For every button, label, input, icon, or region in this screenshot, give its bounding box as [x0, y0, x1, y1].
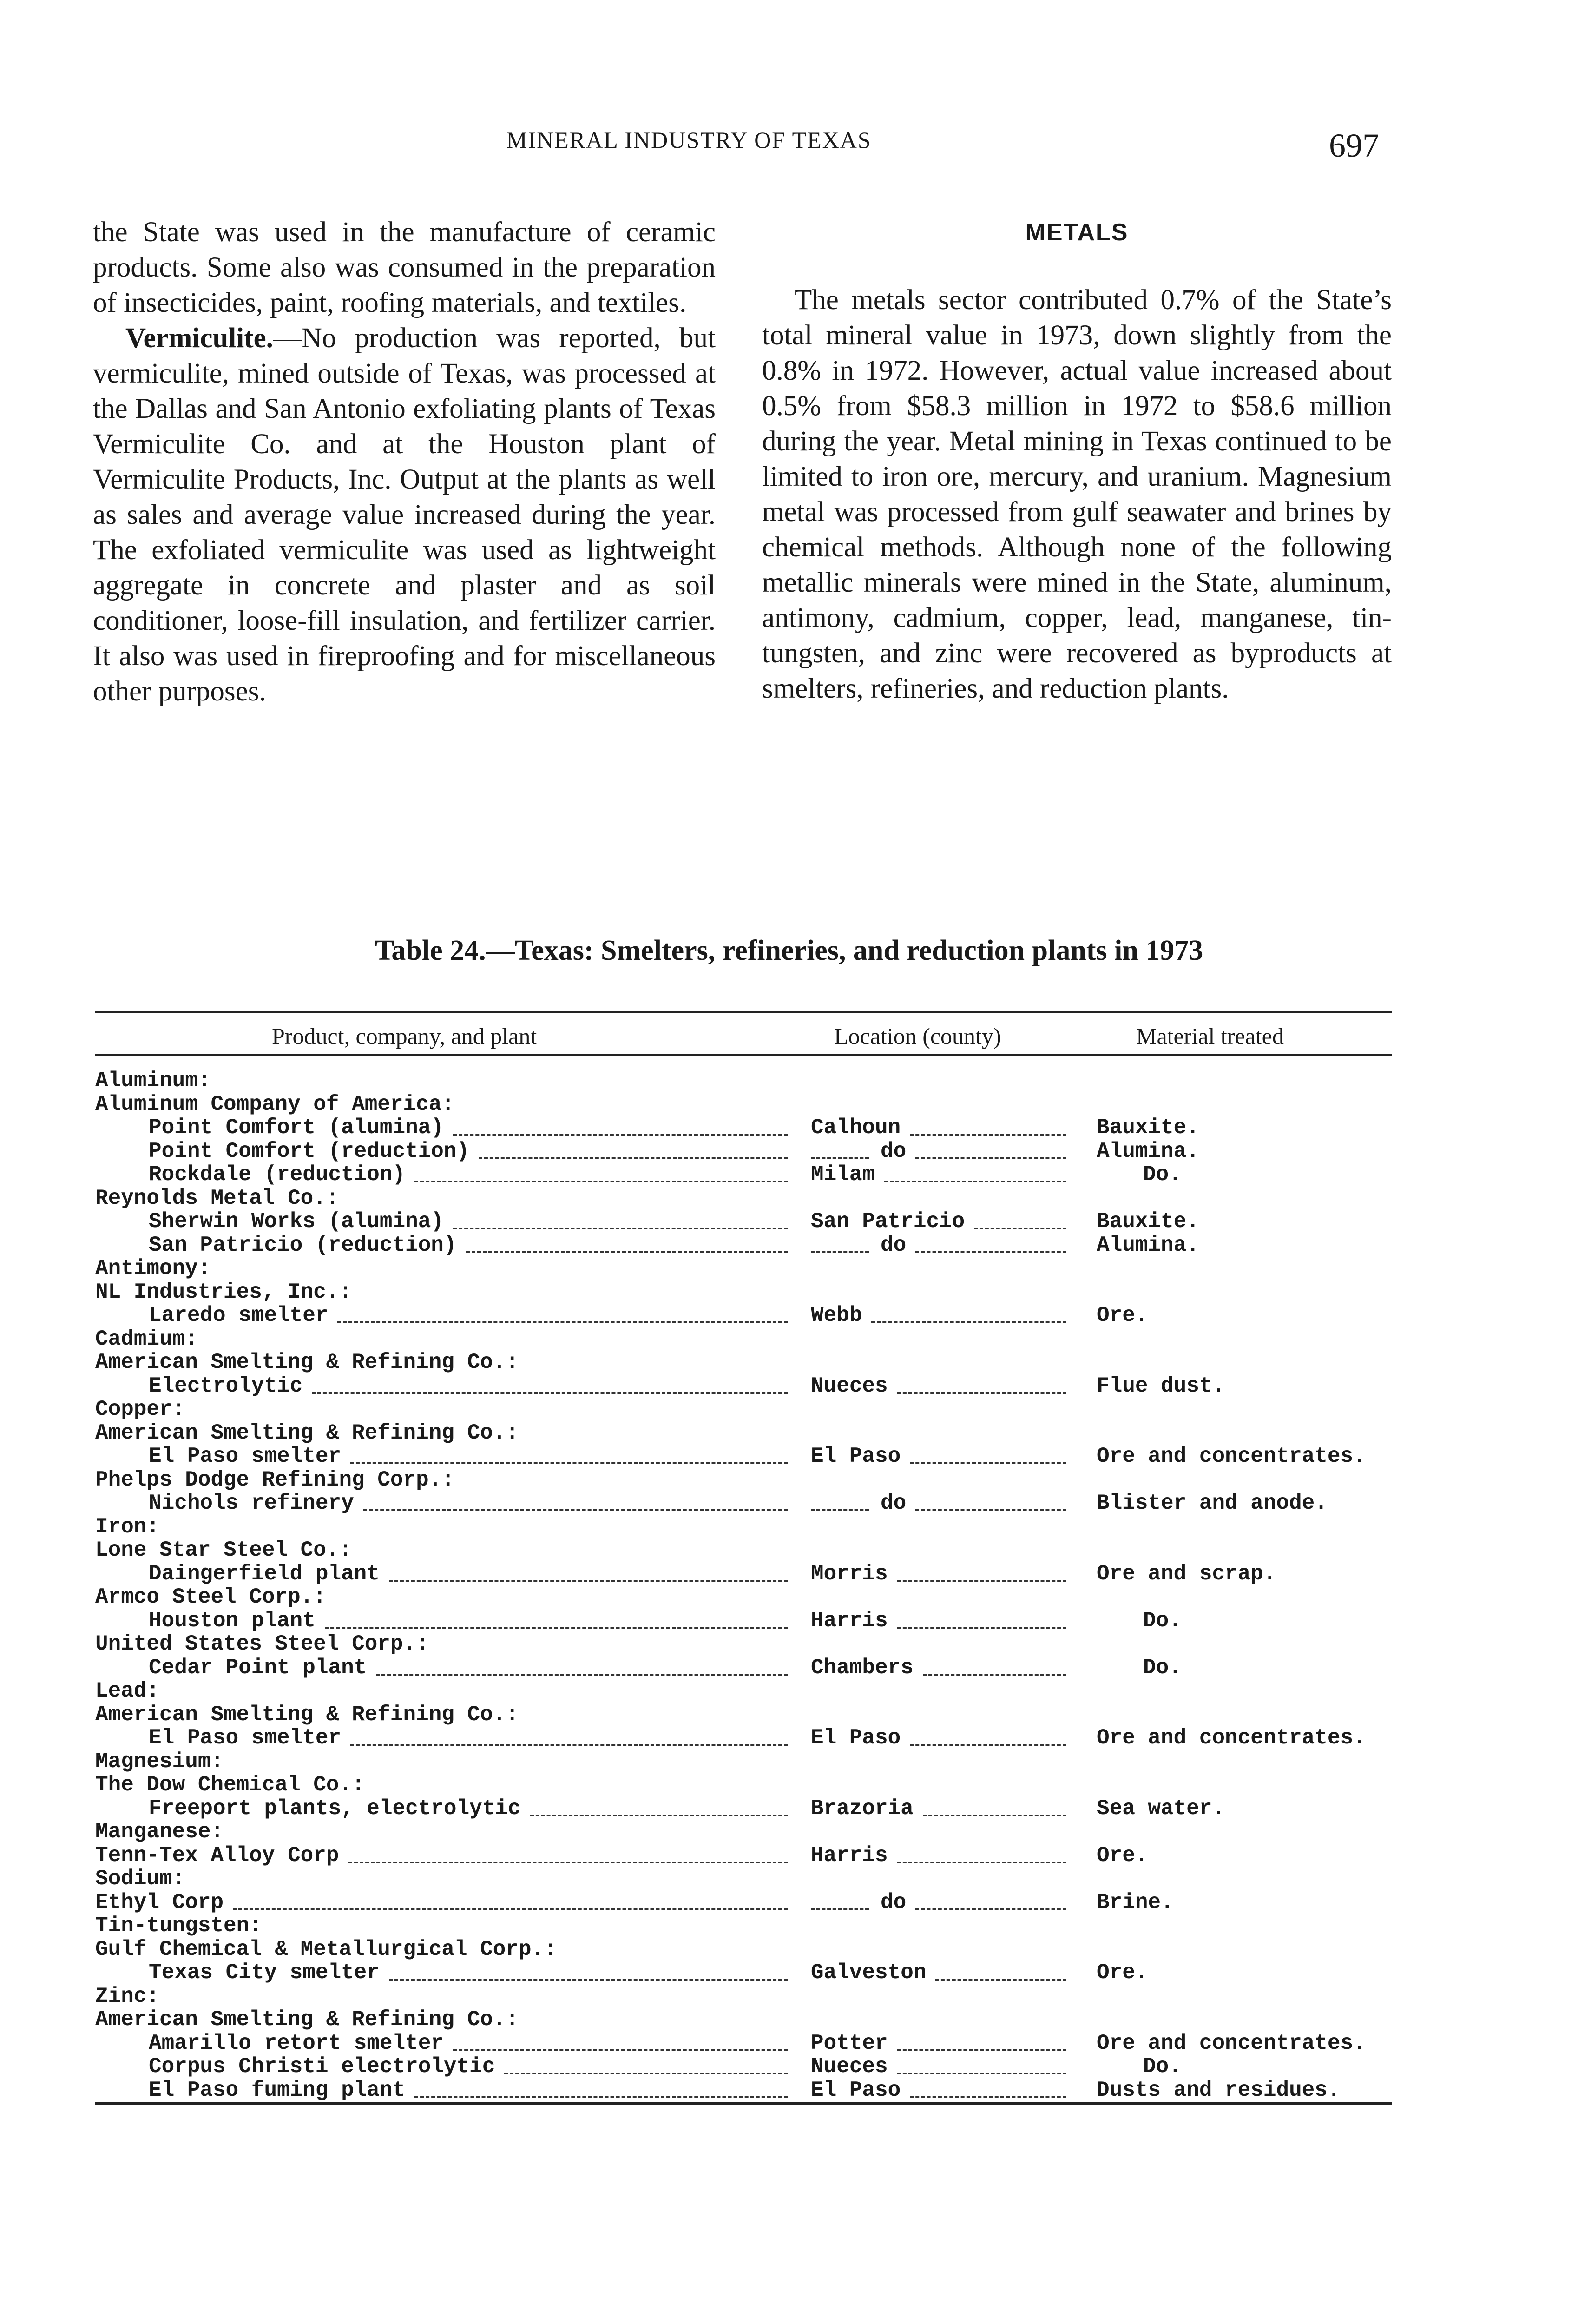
- dot-leader: [811, 1509, 869, 1511]
- table-row: [95, 1585, 1392, 1609]
- plant-name-cell: Lead:: [95, 1679, 160, 1703]
- dot-leader: [915, 1157, 1066, 1159]
- table-row: [95, 1750, 1392, 1774]
- plant-name-cell: American Smelting & Refining Co.:: [95, 1420, 519, 1445]
- plant-name-cell: Laredo smelter: [149, 1303, 329, 1327]
- dot-leader: [466, 1251, 788, 1253]
- table-row: [95, 1914, 1392, 1938]
- table-row: [95, 1116, 1392, 1140]
- page-number: 697: [1329, 127, 1379, 164]
- dot-leader: [453, 1228, 788, 1229]
- plant-name-cell: Daingerfield plant: [149, 1561, 380, 1586]
- material-cell: Bauxite.: [1097, 1209, 1199, 1234]
- dot-leader: [348, 1862, 788, 1863]
- location-cell: Brazoria: [811, 1796, 914, 1821]
- table-row: [95, 1351, 1392, 1374]
- dot-leader: [453, 1134, 788, 1136]
- dot-leader: [530, 1815, 788, 1816]
- location-cell: Potter: [811, 2031, 888, 2055]
- plant-name-cell: Sodium:: [95, 1867, 185, 1891]
- dot-leader: [350, 1744, 788, 1746]
- plant-name-cell: El Paso smelter: [149, 1444, 342, 1468]
- location-cell: Nueces: [811, 1373, 888, 1398]
- plant-name-cell: Nichols refinery: [149, 1491, 354, 1515]
- dot-leader: [312, 1392, 788, 1394]
- table-row: [95, 1069, 1392, 1093]
- table-row: [95, 1327, 1392, 1351]
- dot-leader: [897, 2073, 1066, 2074]
- plant-name-cell: Zinc:: [95, 1984, 160, 2008]
- plant-name-cell: Tenn-Tex Alloy Corp: [95, 1843, 339, 1868]
- dot-leader: [897, 2049, 1066, 2051]
- dot-leader: [414, 1181, 788, 1182]
- right-column: [762, 215, 1392, 706]
- table-row: [95, 1797, 1392, 1821]
- location-cell: Chambers: [811, 1655, 914, 1680]
- table-row: [95, 1374, 1392, 1398]
- paragraph: The metals sector contributed 0.7% of the State’s total mineral value in 1973, down slightly from the 0.8% in 1972. However, actual value increased about 0.5% from $58.3 million in 1972 to $58.6 million during the year. Metal mining in Texas continued to be limited to iron ore, mercury, and uranium. Magnesium metal was processed from gulf seawater and brines by chemical methods. Although none of the following metallic minerals were mined in the State, aluminum, antimony, cadmium, copper, lead, manganese, tin-tungsten, and zinc were recovered as byproducts at smelters, refineries, and reduction plants.: [762, 284, 1392, 704]
- material-cell: Do.: [1143, 2054, 1182, 2079]
- material-cell: Ore and scrap.: [1097, 1561, 1276, 1586]
- location-cell: do: [881, 1139, 907, 1163]
- dot-leader: [504, 2073, 788, 2074]
- material-cell: Blister and anode.: [1097, 1491, 1328, 1515]
- material-cell: Ore.: [1097, 1843, 1148, 1868]
- location-cell: do: [881, 1890, 907, 1915]
- dot-leader: [884, 1181, 1066, 1182]
- column-header-material: Material treated: [1136, 1023, 1284, 1049]
- plant-name-cell: American Smelting & Refining Co.:: [95, 2007, 519, 2032]
- dot-leader: [974, 1228, 1066, 1229]
- plant-name-cell: San Patricio (reduction): [149, 1233, 457, 1257]
- plant-name-cell: Tin-tungsten:: [95, 1914, 262, 1938]
- table-row: [95, 1257, 1392, 1281]
- location-cell: Galveston: [811, 1961, 927, 1985]
- table-row: [95, 1421, 1392, 1445]
- plant-name-cell: American Smelting & Refining Co.:: [95, 1350, 519, 1374]
- dot-leader: [811, 1157, 869, 1159]
- material-cell: Ore and concentrates.: [1097, 1726, 1366, 1750]
- dot-leader: [897, 1627, 1066, 1629]
- material-cell: Sea water.: [1097, 1796, 1225, 1821]
- dot-leader: [923, 1815, 1066, 1816]
- dot-leader: [897, 1580, 1066, 1582]
- table-row: [95, 1632, 1392, 1656]
- dot-leader: [910, 2096, 1066, 2098]
- table-row: [95, 1703, 1392, 1727]
- table-row: [95, 2055, 1392, 2079]
- plant-name-cell: Point Comfort (alumina): [149, 1116, 444, 1140]
- dot-leader: [923, 1674, 1066, 1676]
- plant-name-cell: Point Comfort (reduction): [149, 1139, 470, 1163]
- material-cell: Ore and concentrates.: [1097, 1444, 1366, 1468]
- location-cell: El Paso: [811, 2078, 901, 2102]
- location-cell: Harris: [811, 1608, 888, 1633]
- dot-leader: [935, 1979, 1066, 1981]
- plant-name-cell: The Dow Chemical Co.:: [95, 1773, 365, 1797]
- plant-name-cell: Electrolytic: [149, 1373, 303, 1398]
- plant-name-cell: Freeport plants, electrolytic: [149, 1796, 521, 1821]
- plant-name-cell: Antimony:: [95, 1256, 211, 1281]
- table-row: [95, 2032, 1392, 2055]
- table-row: [95, 1140, 1392, 1163]
- table-row: [95, 1234, 1392, 1257]
- table-row: [95, 2008, 1392, 2032]
- plant-name-cell: Cedar Point plant: [149, 1655, 367, 1680]
- plant-name-cell: El Paso smelter: [149, 1726, 342, 1750]
- plants-table: [95, 1069, 1392, 2102]
- plant-name-cell: Texas City smelter: [149, 1961, 380, 1985]
- material-cell: Ore.: [1097, 1303, 1148, 1327]
- table-row: [95, 1093, 1392, 1116]
- dot-leader: [389, 1580, 788, 1582]
- dot-leader: [325, 1627, 788, 1629]
- table-row: [95, 1867, 1392, 1891]
- table-header-rule: [95, 1054, 1392, 1056]
- table-row: [95, 1304, 1392, 1327]
- table-row: [95, 1210, 1392, 1234]
- plant-name-cell: NL Industries, Inc.:: [95, 1280, 352, 1304]
- table-row: [95, 1891, 1392, 1915]
- dot-leader: [897, 1862, 1066, 1863]
- plant-name-cell: Amarillo retort smelter: [149, 2031, 444, 2055]
- vermiculite-paragraph: [93, 321, 716, 709]
- dot-leader: [910, 1134, 1066, 1136]
- paragraph-text: —No production was reported, but vermiculite, mined outside of Texas, was processed at the Dallas and San Antonio exfoliating plants of Texas Vermiculite Co. and at the Houston plant of Vermiculite Products, Inc. Output at the plants as well as sales and average value increased during the year. The exfoliated vermiculite was used as lightweight aggregate in concrete and plaster and as soil conditioner, loose-fill insulation, and fertilizer carrier. It also was used in fireproofing and for miscellaneous other purposes.: [93, 323, 716, 707]
- dot-leader: [871, 1321, 1066, 1323]
- location-cell: do: [881, 1233, 907, 1257]
- material-cell: Flue dust.: [1097, 1373, 1225, 1398]
- location-cell: San Patricio: [811, 1209, 965, 1234]
- table-top-rule: [95, 1011, 1392, 1013]
- plant-name-cell: Magnesium:: [95, 1749, 224, 1774]
- plant-name-cell: Armco Steel Corp.:: [95, 1585, 326, 1609]
- column-header-product: Product, company, and plant: [272, 1023, 537, 1049]
- plant-name-cell: United States Steel Corp.:: [95, 1632, 429, 1656]
- material-cell: Brine.: [1097, 1890, 1174, 1915]
- table-row: [95, 1726, 1392, 1750]
- table-title: Table 24.—Texas: Smelters, refineries, and reduction plants in 1973: [375, 935, 1203, 966]
- dot-leader: [915, 1908, 1066, 1910]
- table-row: [95, 1445, 1392, 1468]
- plant-name-cell: Rockdale (reduction): [149, 1162, 406, 1187]
- runin-heading: Vermiculite.: [125, 323, 273, 354]
- table-row: [95, 1398, 1392, 1421]
- table-row: [95, 1844, 1392, 1868]
- plant-name-cell: Manganese:: [95, 1820, 224, 1844]
- location-cell: Harris: [811, 1843, 888, 1868]
- material-cell: Do.: [1143, 1608, 1182, 1633]
- location-cell: El Paso: [811, 1444, 901, 1468]
- location-cell: Calhoun: [811, 1116, 901, 1140]
- table-row: [95, 2079, 1392, 2102]
- table-row: [95, 1938, 1392, 1961]
- table-row: [95, 1820, 1392, 1844]
- dot-leader: [389, 1979, 788, 1981]
- table-row: [95, 1961, 1392, 1985]
- dot-leader: [910, 1744, 1066, 1746]
- table-row: [95, 1492, 1392, 1515]
- dot-leader: [811, 1251, 869, 1253]
- dot-leader: [453, 2049, 788, 2051]
- dot-leader: [376, 1674, 788, 1676]
- material-cell: Ore and concentrates.: [1097, 2031, 1366, 2055]
- material-cell: Dusts and residues.: [1097, 2078, 1341, 2102]
- plant-name-cell: Ethyl Corp: [95, 1890, 224, 1915]
- table-row: [95, 1562, 1392, 1586]
- table-row: [95, 1515, 1392, 1539]
- column-header-location: Location (county): [834, 1023, 1001, 1049]
- running-head: MINERAL INDUSTRY OF TEXAS: [506, 127, 872, 153]
- material-cell: Do.: [1143, 1162, 1182, 1187]
- table-row: [95, 1468, 1392, 1492]
- table-bottom-rule: [95, 2102, 1392, 2105]
- location-cell: Webb: [811, 1303, 862, 1327]
- paragraph: the State was used in the manufacture of ceramic products. Some also was consumed in the preparation of insecticides, paint, roofing materials, and textiles.: [93, 217, 716, 318]
- table-row: [95, 1985, 1392, 2008]
- section-heading: METALS: [1025, 219, 1129, 246]
- plant-name-cell: Aluminum Company of America:: [95, 1092, 454, 1116]
- table-row: [95, 1538, 1392, 1562]
- plant-name-cell: Iron:: [95, 1514, 160, 1539]
- material-cell: Alumina.: [1097, 1139, 1199, 1163]
- location-cell: do: [881, 1491, 907, 1515]
- dot-leader: [350, 1462, 788, 1464]
- location-cell: Milam: [811, 1162, 875, 1187]
- plant-name-cell: Cadmium:: [95, 1327, 198, 1351]
- table-row: [95, 1187, 1392, 1210]
- plant-name-cell: Gulf Chemical & Metallurgical Corp.:: [95, 1937, 557, 1961]
- dot-leader: [910, 1462, 1066, 1464]
- dot-leader: [479, 1157, 788, 1159]
- table-row: [95, 1163, 1392, 1187]
- dot-leader: [363, 1509, 788, 1511]
- dot-leader: [811, 1908, 869, 1910]
- material-cell: Ore.: [1097, 1961, 1148, 1985]
- plant-name-cell: Lone Star Steel Co.:: [95, 1538, 352, 1562]
- dot-leader: [915, 1251, 1066, 1253]
- table-row: [95, 1656, 1392, 1680]
- table-row: [95, 1609, 1392, 1633]
- material-cell: Bauxite.: [1097, 1116, 1199, 1140]
- dot-leader: [897, 1392, 1066, 1394]
- location-cell: Morris: [811, 1561, 888, 1586]
- table-row: [95, 1773, 1392, 1797]
- plant-name-cell: Copper:: [95, 1397, 185, 1421]
- table-row: [95, 1679, 1392, 1703]
- plant-name-cell: Corpus Christi electrolytic: [149, 2054, 495, 2079]
- plant-name-cell: Houston plant: [149, 1608, 316, 1633]
- left-column: [93, 215, 716, 709]
- dot-leader: [337, 1321, 788, 1323]
- dot-leader: [915, 1509, 1066, 1511]
- dot-leader: [233, 1908, 788, 1910]
- plant-name-cell: Sherwin Works (alumina): [149, 1209, 444, 1234]
- location-cell: Nueces: [811, 2054, 888, 2079]
- table-row: [95, 1281, 1392, 1304]
- location-cell: El Paso: [811, 1726, 901, 1750]
- material-cell: Do.: [1143, 1655, 1182, 1680]
- plant-name-cell: El Paso fuming plant: [149, 2078, 406, 2102]
- plant-name-cell: American Smelting & Refining Co.:: [95, 1702, 519, 1727]
- plant-name-cell: Aluminum:: [95, 1069, 211, 1093]
- plant-name-cell: Reynolds Metal Co.:: [95, 1186, 339, 1210]
- dot-leader: [414, 2096, 788, 2098]
- plant-name-cell: Phelps Dodge Refining Corp.:: [95, 1467, 454, 1492]
- material-cell: Alumina.: [1097, 1233, 1199, 1257]
